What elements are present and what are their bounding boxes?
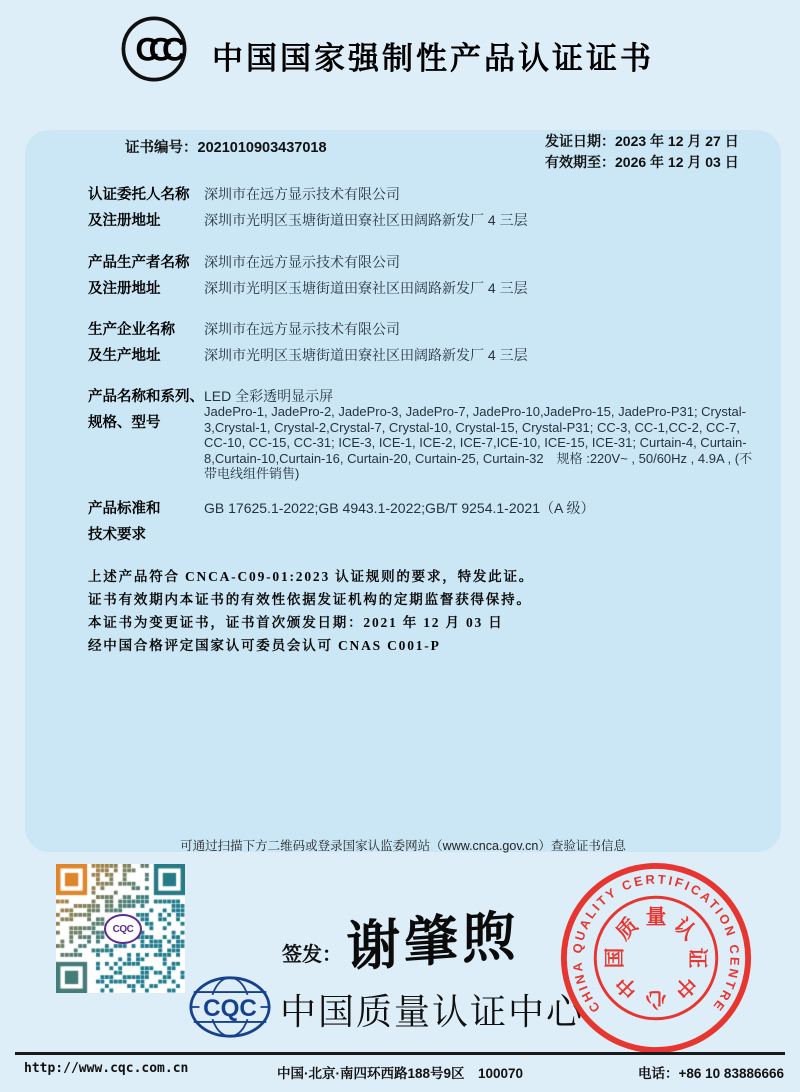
product-name-label-line2: 规格、型号	[88, 415, 161, 431]
svg-text:中: 中	[611, 971, 643, 1003]
issue-date-value: 2023 年 12 月 27 日	[615, 133, 739, 149]
svg-text:证: 证	[685, 947, 709, 969]
certificate-number-row	[125, 136, 327, 157]
svg-text:国: 国	[603, 947, 627, 969]
cqc-globe-icon	[186, 975, 274, 1039]
product-name-value: LED 全彩透明显示屏	[204, 388, 334, 404]
applicant-address-value: 深圳市光明区玉塘街道田寮社区田阔路新发厂 4 三层	[204, 212, 528, 228]
factory-name-value: 深圳市在远方显示技术有限公司	[204, 321, 400, 337]
manufacturer-name-label: 产品生产者名称	[88, 255, 190, 271]
cqc-emblem-small-icon	[104, 914, 142, 944]
valid-until-value: 2026 年 12 月 03 日	[615, 154, 739, 170]
signature-handwriting: 谢肇煦	[346, 902, 520, 980]
standards-value: GB 17625.1-2022;GB 4943.1-2022;GB/T 9254.1-2021（A 级）	[204, 500, 595, 516]
cqc-red-stamp	[558, 860, 754, 1056]
svg-text:中: 中	[669, 971, 701, 1003]
footer-phone: 电话：+86 10 83886666	[638, 1066, 784, 1081]
product-name-label-line1: 产品名称和系列、	[88, 389, 204, 405]
product-models-value: JadePro-1, JadePro-2, JadePro-3, JadePro-7, JadePro-10,JadePro-15, JadePro-P31; Crystal-3,Crystal-1, Crystal-2,Crystal-7, Crystal-10, Crystal-15, Crystal-P31; CC-3, CC-1,CC-2, CC-7, CC-10, CC-15, CC-31; ICE-3, ICE-1, ICE-2, ICE-7,ICE-10, ICE-15, ICE-31; Curtain-4, Curtain-8,Curtain-10,Curtain-16, Curtain-20, Curtain-25, Curtain-32 规格 :220V~ , 50/60Hz , 4.9A , (不带电线组件销售)	[204, 404, 753, 482]
statement-compliance: 上述产品符合 CNCA-C09-01:2023 认证规则的要求，特发此证。	[88, 569, 535, 584]
qr-code	[56, 864, 185, 993]
manufacturer-address-value: 深圳市光明区玉塘街道田寮社区田阔路新发厂 4 三层	[204, 280, 528, 296]
ccc-mark-icon	[120, 15, 188, 83]
cqc-emblem-small-text: CQC	[112, 923, 134, 935]
svg-text:认: 认	[669, 913, 701, 945]
standards-label-line1: 产品标准和	[88, 501, 161, 517]
manufacturer-name-value: 深圳市在远方显示技术有限公司	[204, 254, 400, 270]
svg-text:质: 质	[611, 913, 643, 945]
applicant-address-label: 及注册地址	[88, 213, 161, 229]
certificate-number-label: 证书编号：	[125, 140, 198, 156]
statement-cnas: 经中国合格评定国家认可委员会认可 CNAS C001-P	[88, 638, 441, 653]
footer-divider	[15, 1052, 785, 1055]
certificate-title: 中国国家强制性产品认证证书	[212, 41, 654, 76]
stamp-outer-text: CHINA QUALITY CERTIFICATION CENTRE	[569, 871, 743, 1016]
issuer-name: 中国质量认证中心	[280, 991, 585, 1032]
certificate-number-value: 2021010903437018	[197, 140, 327, 156]
ccc-letters: CCC	[135, 30, 176, 68]
footer-url: http://www.cqc.com.cn	[24, 1061, 189, 1076]
standards-label-line2: 技术要求	[88, 527, 146, 543]
factory-address-label: 及生产地址	[88, 348, 161, 364]
date-block	[545, 131, 739, 173]
applicant-name-value: 深圳市在远方显示技术有限公司	[204, 186, 400, 202]
applicant-name-label: 认证委托人名称	[88, 187, 190, 203]
svg-text:心: 心	[645, 987, 667, 1011]
stamp-inner-text	[604, 906, 709, 1011]
valid-until-label: 有效期至：	[545, 154, 615, 170]
statement-first-issue: 本证书为变更证书，证书首次颁发日期：2021 年 12 月 03 日	[88, 615, 504, 630]
svg-text:量: 量	[645, 905, 667, 929]
issue-date-label: 发证日期：	[545, 133, 615, 149]
manufacturer-address-label: 及注册地址	[88, 281, 161, 297]
statement-validity: 证书有效期内本证书的有效性依据发证机构的定期监督获得保持。	[88, 592, 532, 607]
certificate-body-panel	[25, 130, 781, 852]
factory-address-value: 深圳市光明区玉塘街道田寮社区田阔路新发厂 4 三层	[204, 347, 528, 363]
verify-note: 可通过扫描下方二维码或登录国家认监委网站（www.cnca.gov.cn）查验证书信息	[180, 839, 626, 853]
signed-by-label: 签发：	[282, 944, 342, 966]
cqc-globe-letters: CQC	[203, 995, 257, 1023]
factory-name-label: 生产企业名称	[88, 322, 175, 338]
footer-address: 中国·北京·南四环西路188号9区 100070	[276, 1066, 524, 1081]
